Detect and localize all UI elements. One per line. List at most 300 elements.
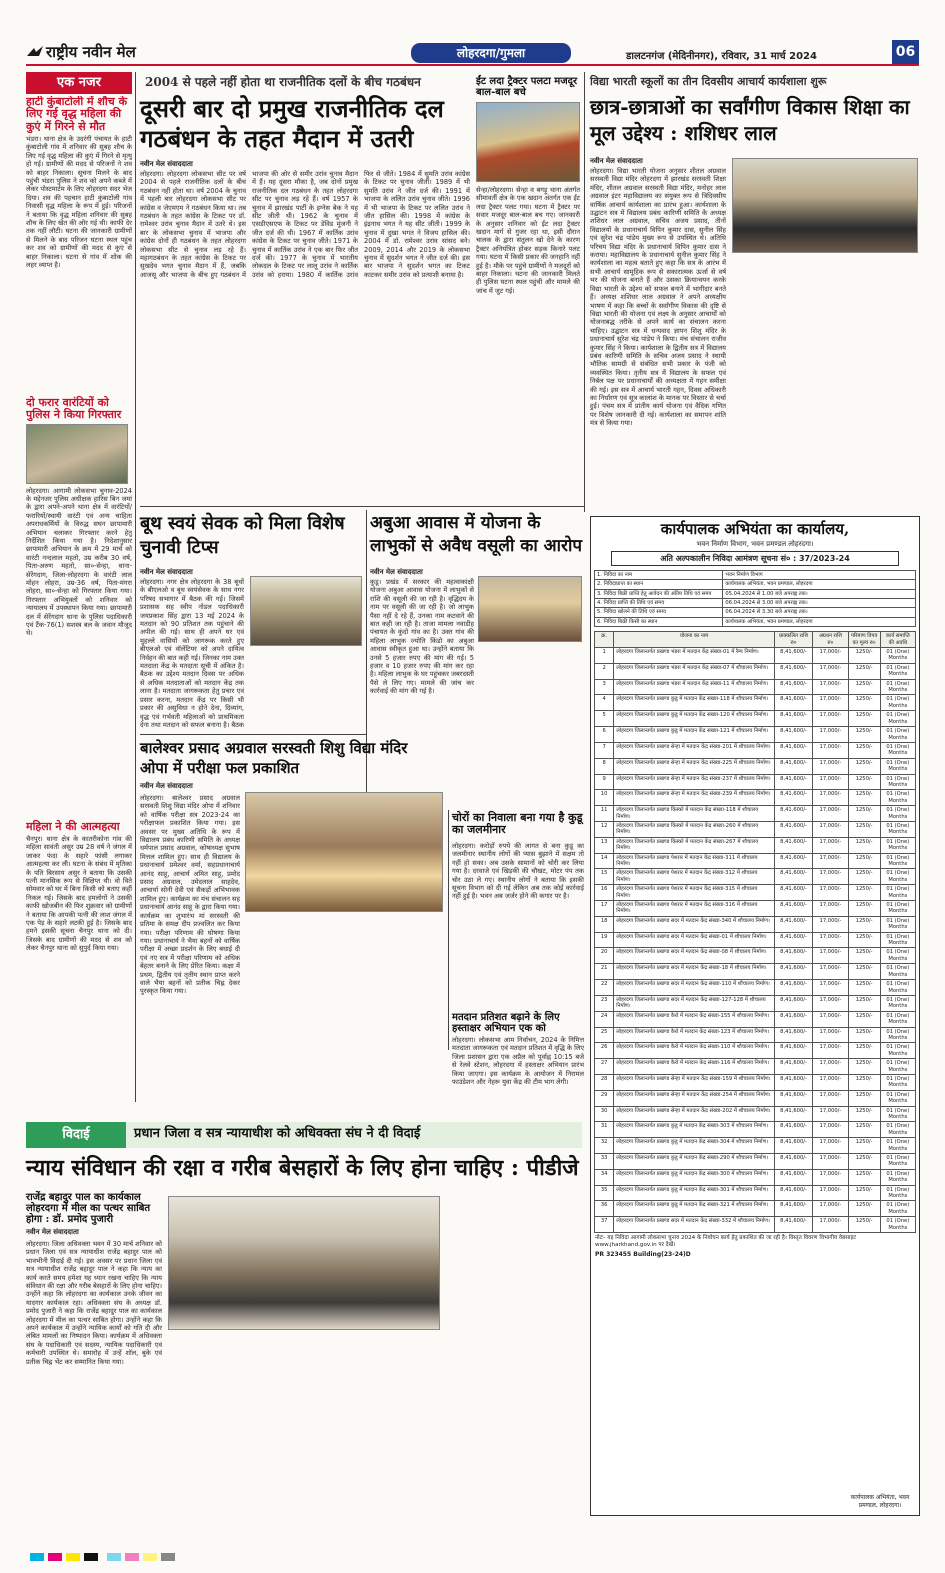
- table-cell: 01 (One) Months: [880, 821, 915, 837]
- table-row: [595, 1106, 916, 1122]
- table-cell: 1250/-: [848, 1027, 880, 1043]
- table-cell: लोहरदगा जिलान्तर्गत प्रखण्ड सेन्हा में मतदान केंद्र संख्या-239 में शौचालय निर्माण।: [614, 790, 775, 806]
- table-cell: 1250/-: [848, 995, 880, 1011]
- table-cell: 17,000/-: [813, 885, 848, 901]
- table-cell: 01 (One) Months: [880, 1074, 915, 1090]
- table-cell: 8,41,600/-: [774, 869, 813, 885]
- table-cell: 16: [595, 885, 614, 901]
- table-cell: लोहरदगा जिलान्तर्गत प्रखण्ड सेन्हा में मतदान केंद्र संख्या-159 में शौचालय निर्माण।: [614, 1074, 775, 1090]
- table-cell: 01 (One) Months: [880, 695, 915, 711]
- table-cell: लोहरदगा जिलान्तर्गत प्रखण्ड कैरो में मतदान केंद्र संख्या-155 में शौचालय निर्माण।: [614, 1011, 775, 1027]
- table-cell: 01 (One) Months: [880, 774, 915, 790]
- table-row: [595, 901, 916, 917]
- table-cell: 8,41,600/-: [774, 980, 813, 996]
- table-cell: 21: [595, 964, 614, 980]
- table-cell: 17,000/-: [813, 774, 848, 790]
- table-row: [595, 1201, 916, 1217]
- table-cell: 01 (One) Months: [880, 806, 915, 822]
- table-cell: लोहरदगा जिलान्तर्गत प्रखण्ड पेशरार में मतदान केंद्र संख्या-311 में शौचालय निर्माण।: [614, 853, 775, 869]
- tender-info-cell: 1. निविदा का नाम: [595, 570, 723, 579]
- table-cell: 1250/-: [848, 853, 880, 869]
- table-cell: 8,41,600/-: [774, 1074, 813, 1090]
- table-cell: 17,000/-: [813, 1169, 848, 1185]
- table-cell: 17,000/-: [813, 1138, 848, 1154]
- table-cell: 1250/-: [848, 901, 880, 917]
- table-row: [595, 1185, 916, 1201]
- table-cell: 17,000/-: [813, 1201, 848, 1217]
- seminar-photo: [732, 158, 918, 253]
- table-cell: 17: [595, 901, 614, 917]
- table-row: [595, 806, 916, 822]
- table-cell: 1250/-: [848, 1043, 880, 1059]
- byline: नवीन मेल संवाददाता: [140, 782, 193, 790]
- table-cell: 17,000/-: [813, 695, 848, 711]
- table-cell: 17,000/-: [813, 790, 848, 806]
- table-cell: 23: [595, 995, 614, 1011]
- table-cell: 1250/-: [848, 774, 880, 790]
- table-cell: 8,41,600/-: [774, 1138, 813, 1154]
- table-cell: लोहरदगा जिलान्तर्गत प्रखण्ड सेन्हा में मतदान केंद्र संख्या-237 में शौचालय निर्माण।: [614, 774, 775, 790]
- table-cell: 17,000/-: [813, 711, 848, 727]
- table-cell: लोहरदगा जिलान्तर्गत प्रखण्ड सदर में मतदान केंद्र संख्या-18 में शौचालय निर्माण।: [614, 964, 775, 980]
- table-cell: 17,000/-: [813, 869, 848, 885]
- table-row: [595, 885, 916, 901]
- table-cell: लोहरदगा जिलान्तर्गत प्रखण्ड सेन्हा में मतदान केंद्र संख्या-225 में शौचालय निर्माण।: [614, 758, 775, 774]
- table-cell: 8,41,600/-: [774, 806, 813, 822]
- table-cell: लोहरदगा जिलान्तर्गत प्रखण्ड भंडरा में मतदान केंद्र संख्या-01 में रैम्प निर्माण।: [614, 648, 775, 664]
- table-cell: 01 (One) Months: [880, 1185, 915, 1201]
- table-row: [595, 821, 916, 837]
- table-row: [595, 1043, 916, 1059]
- tender-column-header: अग्रधन राशि रु०: [813, 632, 848, 648]
- farewell-banner: [26, 1122, 582, 1148]
- table-cell: लोहरदगा जिलान्तर्गत प्रखण्ड कुडू में मतदान केंद्र संख्या-304 में शौचालय निर्माण।: [614, 1138, 775, 1154]
- table-cell: लोहरदगा जिलान्तर्गत प्रखण्ड पेशरार में मतदान केंद्र संख्या-316 में शौचालय निर्माण।: [614, 901, 775, 917]
- table-cell: लोहरदगा जिलान्तर्गत प्रखण्ड कुडू में मतदान केंद्र संख्या-121 में शौचालय निर्माण।: [614, 727, 775, 743]
- tender-info-cell: भवन निर्माण विभाग: [723, 570, 916, 579]
- table-cell: 1250/-: [848, 790, 880, 806]
- tender-info-cell: 2. निविदाप्राप्त का स्थान: [595, 580, 723, 589]
- table-cell: 8,41,600/-: [774, 932, 813, 948]
- table-cell: 1250/-: [848, 1090, 880, 1106]
- table-cell: लोहरदगा जिलान्तर्गत प्रखण्ड कुडू में मतदान केंद्र संख्या-303 में शौचालय निर्माण।: [614, 1122, 775, 1138]
- table-cell: 01 (One) Months: [880, 648, 915, 664]
- tender-info-row: [595, 617, 916, 626]
- table-cell: 01 (One) Months: [880, 901, 915, 917]
- story-title: दो फरार वारंटियों को पुलिस ने किया गिरफ्तार: [26, 395, 122, 422]
- table-cell: 8,41,600/-: [774, 1201, 813, 1217]
- table-cell: 8,41,600/-: [774, 853, 813, 869]
- table-cell: 17,000/-: [813, 948, 848, 964]
- table-cell: 2: [595, 663, 614, 679]
- table-cell: 1250/-: [848, 806, 880, 822]
- table-cell: 17,000/-: [813, 1074, 848, 1090]
- table-cell: 17,000/-: [813, 1122, 848, 1138]
- table-cell: 01 (One) Months: [880, 790, 915, 806]
- table-cell: 1250/-: [848, 727, 880, 743]
- table-cell: 1250/-: [848, 663, 880, 679]
- table-cell: 1250/-: [848, 964, 880, 980]
- tender-info-row: [595, 580, 916, 589]
- table-cell: 1250/-: [848, 1074, 880, 1090]
- farewell-tag: विदाई: [26, 1122, 126, 1148]
- section-divider: [140, 734, 366, 735]
- page-number: 06: [892, 40, 919, 64]
- tender-info-table: [594, 570, 916, 627]
- byline: नवीन मेल संवाददाता: [370, 568, 423, 576]
- table-cell: 1250/-: [848, 1169, 880, 1185]
- table-row: [595, 1122, 916, 1138]
- table-cell: 1250/-: [848, 916, 880, 932]
- table-cell: 01 (One) Months: [880, 679, 915, 695]
- table-cell: 26: [595, 1043, 614, 1059]
- table-row: [595, 742, 916, 758]
- table-cell: 36: [595, 1201, 614, 1217]
- table-cell: 4: [595, 695, 614, 711]
- table-row: [595, 1027, 916, 1043]
- table-cell: 8,41,600/-: [774, 727, 813, 743]
- school-headline: बालेश्वर प्रसाद अग्रवाल सरस्वती शिशु विद्या मंदिर ओपा में परीक्षा फल प्रकाशित: [140, 739, 408, 777]
- table-cell: 01 (One) Months: [880, 1201, 915, 1217]
- table-cell: 8,41,600/-: [774, 1059, 813, 1075]
- table-cell: 01 (One) Months: [880, 932, 915, 948]
- table-cell: 13: [595, 837, 614, 853]
- booth-photo: [250, 576, 362, 646]
- tender-info-cell: कार्यपालक अभियंता, भवन प्रमण्डल, लोहरदगा: [723, 617, 916, 626]
- table-cell: 8,41,600/-: [774, 901, 813, 917]
- table-cell: 25: [595, 1027, 614, 1043]
- table-cell: 8,41,600/-: [774, 1154, 813, 1170]
- table-cell: 01 (One) Months: [880, 1154, 915, 1170]
- theft-body: लोहरदगा। करोड़ों रुपये की लागत से बना कुडू का जलमीनार स्थानीय लोगों की प्यास बुझाने में सक्षम तो नहीं हो सका। अब उसके सामानों को चोरी कर लिया गया है। दरवाजे एवं खिड़की की चौखट, मोटर पंप तक चोर उठा ले गए। स्थानीय लोगों ने बताया कि इसकी सूचना विभाग को दी गई लेकिन अब तक कोई कार्रवाई नहीं हुई है। भवन अब जर्जर होने की कगार पर है।: [452, 842, 584, 901]
- tender-info-cell: 4. निविदा प्राप्ति की तिथि एवं समय: [595, 599, 723, 608]
- ek-nazar-label: एक नजर: [26, 72, 132, 94]
- table-cell: 35: [595, 1185, 614, 1201]
- table-row: [595, 837, 916, 853]
- table-cell: 8,41,600/-: [774, 758, 813, 774]
- table-row: [595, 790, 916, 806]
- story-body: लोहरदगा। आगामी लोकसभा चुनाव-2024 के मद्देनजर पुलिस अधीक्षक हारिस बिन जमां के द्वारा अपने-अपने थाना क्षेत्र में वारंटियों/फरारियों/स्थायी वारंटी एवं अन्य चाहिता अपराधकर्मियों के विरुद्ध सघन छापामारी अभियान चलाकर गिरफ्तार करने हेतु निर्देशित किया गया है। निदेशानुसार छापामारी अभियान के क्रम में 29 मार्च को वारंटी नन्दलाल महतो, उम्र करीब 30 वर्ष, पिता-अरुण महतो, सा०-सेन्हा, थाना-सेरेंगदाग, जिला-लोहरदगा के वारंटी लाल मोहन लोहरा, उम्र-36 वर्ष, पिता-मंगरा लोहरा, सा०-सेन्हा को गिरफ्तार किया गया। गिरफ्तार अभियुक्तों को शनिवार को न्यायालय में उपस्थापन किया गया। छापामारी दल में सेरेंगदाग थाना के पुलिस पदाधिकारी एवं टैंक-76(1) सशस्त्र बल के जवान मौजूद थे।: [26, 486, 132, 638]
- table-cell: 5: [595, 711, 614, 727]
- table-cell: 01 (One) Months: [880, 1217, 915, 1233]
- table-cell: 17,000/-: [813, 980, 848, 996]
- table-cell: 1250/-: [848, 695, 880, 711]
- table-cell: लोहरदगा जिलान्तर्गत प्रखण्ड कुडू में मतदान केंद्र संख्या-118 में शौचालय निर्माण।: [614, 695, 775, 711]
- tender-info-cell: 3. निविदा बिक्री प्राप्ति हेतु आवेदन की अंतिम तिथि एवं समय: [595, 589, 723, 598]
- farewell-body-3: [446, 1196, 584, 1524]
- table-cell: 1250/-: [848, 980, 880, 996]
- table-cell: 01 (One) Months: [880, 1122, 915, 1138]
- table-cell: 01 (One) Months: [880, 1169, 915, 1185]
- table-cell: 1: [595, 648, 614, 664]
- table-row: [595, 1217, 916, 1233]
- school-body: लोहरदगा। बालेश्वर प्रसाद अग्रवाल सरस्वती शिशु विद्या मंदिर ओपा में शनिवार को वार्षिक परीक्षा सत्र 2023-24 का परीक्षाफल प्रकाशित किया गया। इस अवसर पर मुख्य अतिथि के रूप में विद्यालय प्रबंध कारिणी समिति के अध्यक्ष धर्मपाल प्रसाद अग्रवाल, कोषाध्यक्ष सुभाष मित्तल शामिल हुए। साथ ही विद्यालय के प्रधानाचार्य प्रमेश्वर वर्मा, सहप्रधानाचार्य आनंद साहू, आचार्य अमित साहू, प्रमोद प्रसाद अग्रवाल, उमेदलाल साहदेव, आचार्या सोनी देवी एवं सैकड़ों अभिभावक शामिल हुए। कार्यक्रम का मंच संचालन सह प्रधानाचार्य आनंद साहू के द्वारा किया गया। कार्यक्रम का शुभारंभ मां सरस्वती की प्रतिमा के समक्ष दीप प्रज्वलित कर किया गया। परीक्षा परिणाम की घोषणा किया गया। प्रधानाचार्य ने भैया बहनों को वार्षिक परीक्षा में अच्छा प्रदर्शन के लिए बधाई दी एवं नए सत्र में परीक्षा परिणाम को अधिक बेहतर बनाने के लिए प्रेरित किया। कक्षा में प्रथम, द्वितीय एवं तृतीय स्थान प्राप्त करने वाले भैया बहनों को प्रतीक चिह्न देकर पुरस्कृत किया गया।: [140, 794, 240, 996]
- table-cell: 19: [595, 932, 614, 948]
- table-cell: 17,000/-: [813, 916, 848, 932]
- table-cell: लोहरदगा जिलान्तर्गत प्रखण्ड सदर में मतदान केंद्र संख्या-332 में शौचालय निर्माण।: [614, 1217, 775, 1233]
- masthead: [26, 40, 919, 66]
- table-cell: 01 (One) Months: [880, 1011, 915, 1027]
- table-cell: लोहरदगा जिलान्तर्गत प्रखण्ड कुडू में मतदान केंद्र संख्या-300 में शौचालय निर्माण।: [614, 1169, 775, 1185]
- table-cell: 20: [595, 948, 614, 964]
- table-cell: 17,000/-: [813, 1154, 848, 1170]
- table-cell: 01 (One) Months: [880, 1090, 915, 1106]
- table-cell: 01 (One) Months: [880, 995, 915, 1011]
- table-cell: 8,41,600/-: [774, 790, 813, 806]
- table-cell: 8,41,600/-: [774, 679, 813, 695]
- table-cell: लोहरदगा जिलान्तर्गत प्रखण्ड कैरो में मतदान केंद्र संख्या-123 में शौचालय निर्माण।: [614, 1027, 775, 1043]
- table-cell: 1250/-: [848, 1201, 880, 1217]
- table-cell: लोहरदगा जिलान्तर्गत प्रखण्ड कुडू में मतदान केंद्र संख्या-321 में शौचालय निर्माण।: [614, 1201, 775, 1217]
- farewell-body-2: [168, 1334, 440, 1524]
- table-cell: 8,41,600/-: [774, 837, 813, 853]
- table-cell: 1250/-: [848, 742, 880, 758]
- table-cell: 17,000/-: [813, 932, 848, 948]
- table-cell: लोहरदगा जिलान्तर्गत प्रखण्ड किस्को में मतदान केंद्र संख्या-267 में शौचालय निर्माण।: [614, 837, 775, 853]
- table-cell: लोहरदगा जिलान्तर्गत प्रखण्ड सेन्हा में मतदान केंद्र संख्या-202 में शौचालय निर्माण।: [614, 1106, 775, 1122]
- farewell-headline: न्याय संविधान की रक्षा व गरीब बेसहारों के लिए होना चाहिए : पीडीजे: [26, 1155, 579, 1181]
- table-cell: 1250/-: [848, 932, 880, 948]
- table-cell: 1250/-: [848, 1138, 880, 1154]
- table-cell: लोहरदगा जिलान्तर्गत प्रखण्ड कुडू में मतदान केंद्र संख्या-120 में शौचालय निर्माण।: [614, 711, 775, 727]
- table-cell: लोहरदगा जिलान्तर्गत प्रखण्ड पेशरार में मतदान केंद्र संख्या-315 में शौचालय निर्माण।: [614, 885, 775, 901]
- table-cell: 8,41,600/-: [774, 742, 813, 758]
- abua-photo: [478, 576, 582, 642]
- table-row: [595, 663, 916, 679]
- table-cell: 30: [595, 1106, 614, 1122]
- table-cell: 18: [595, 916, 614, 932]
- table-cell: 7: [595, 742, 614, 758]
- table-cell: 8,41,600/-: [774, 1027, 813, 1043]
- table-cell: 01 (One) Months: [880, 964, 915, 980]
- table-cell: 17,000/-: [813, 806, 848, 822]
- story-title: हाटी कुंबाटोली में शौच के लिए गई वृद्ध महिला की कुएं में गिरने से मौत: [26, 96, 128, 133]
- table-cell: 17,000/-: [813, 1090, 848, 1106]
- table-cell: लोहरदगा जिलान्तर्गत प्रखण्ड सदर में मतदान केंद्र संख्या-08 में शौचालय निर्माण।: [614, 948, 775, 964]
- table-cell: 8,41,600/-: [774, 695, 813, 711]
- table-cell: लोहरदगा जिलान्तर्गत प्रखण्ड सेन्हा में मतदान केंद्र संख्या-254 में शौचालय निर्माण।: [614, 1090, 775, 1106]
- table-cell: 17,000/-: [813, 679, 848, 695]
- table-cell: 6: [595, 727, 614, 743]
- print-color-bar: [30, 1546, 910, 1556]
- paper-name: राष्ट्रीय नवीन मेल: [46, 43, 136, 61]
- seminar-headline: छात्र-छात्राओं का सर्वांगीण विकास शिक्षा का मूल उद्देश्य : शशिधर लाल: [590, 95, 910, 145]
- tender-column-header: परिमाण विपत्र का मूल्य रु०: [848, 632, 880, 648]
- table-row: [595, 679, 916, 695]
- table-cell: लोहरदगा जिलान्तर्गत प्रखण्ड सेन्हा में मतदान केंद्र संख्या-201 में शौचालय निर्माण।: [614, 742, 775, 758]
- theft-headline: चोरों का निवाला बना गया है कुडू का जलमीनार: [452, 811, 583, 837]
- table-cell: 8,41,600/-: [774, 1011, 813, 1027]
- table-cell: 1250/-: [848, 1185, 880, 1201]
- table-cell: 33: [595, 1154, 614, 1170]
- byline: नवीन मेल संवाददाता: [590, 157, 643, 165]
- section-tab: लोहरदगा/गुमला: [411, 43, 571, 63]
- column-divider: [584, 72, 585, 512]
- tender-info-cell: 06.04.2024 से 3.00 बजे अपराह्न तक।: [723, 599, 916, 608]
- farewell-photo: [168, 1196, 440, 1330]
- table-cell: 29: [595, 1090, 614, 1106]
- table-cell: 1250/-: [848, 1059, 880, 1075]
- table-cell: लोहरदगा जिलान्तर्गत प्रखण्ड सदर में मतदान केंद्र संख्या-127-128 में शौचालय निर्माण।: [614, 995, 775, 1011]
- table-cell: 8,41,600/-: [774, 1185, 813, 1201]
- table-row: [595, 774, 916, 790]
- table-cell: 3: [595, 679, 614, 695]
- table-cell: 01 (One) Months: [880, 853, 915, 869]
- table-cell: 1250/-: [848, 1217, 880, 1233]
- table-cell: 24: [595, 1011, 614, 1027]
- tender-pr: PR 323455 Building(23-24)D: [595, 1251, 691, 1259]
- table-cell: 1250/-: [848, 885, 880, 901]
- table-cell: लोहरदगा जिलान्तर्गत प्रखण्ड सदर में मतदान केंद्र संख्या-110 में शौचालय निर्माण।: [614, 980, 775, 996]
- table-cell: 01 (One) Months: [880, 948, 915, 964]
- table-row: [595, 995, 916, 1011]
- tender-info-cell: 6. निविदा बिक्री किसी का स्थान: [595, 617, 723, 626]
- tender-info-cell: 05.04.2024 से 1.00 बजे अपराह्न तक।: [723, 589, 916, 598]
- table-cell: 32: [595, 1138, 614, 1154]
- tractor-headline: ईंट लदा ट्रैक्टर पलटा मजदूर बाल-बाल बचे: [476, 76, 578, 99]
- table-cell: 1250/-: [848, 648, 880, 664]
- paper-logo-icon: [26, 44, 44, 60]
- table-cell: 1250/-: [848, 1011, 880, 1027]
- table-cell: लोहरदगा जिलान्तर्गत प्रखण्ड कैरो में मतदान केंद्र संख्या-116 में शौचालय निर्माण।: [614, 1059, 775, 1075]
- table-cell: 8,41,600/-: [774, 663, 813, 679]
- edition-date: डालटनगंज (मेदिनीनगर), रविवार, 31 मार्च 2024: [626, 51, 817, 62]
- table-row: [595, 1090, 916, 1106]
- table-cell: 10: [595, 790, 614, 806]
- table-cell: लोहरदगा जिलान्तर्गत प्रखण्ड पेशरार में मतदान केंद्र संख्या-312 में शौचालय निर्माण।: [614, 869, 775, 885]
- table-cell: 01 (One) Months: [880, 742, 915, 758]
- farewell-kicker: प्रधान जिला व सत्र न्यायाधीश को अधिवक्ता संघ ने दी विदाई: [134, 1126, 421, 1141]
- table-cell: 17,000/-: [813, 837, 848, 853]
- table-cell: लोहरदगा जिलान्तर्गत प्रखण्ड कुडू में मतदान केंद्र संख्या-290 में शौचालय निर्माण।: [614, 1154, 775, 1170]
- table-cell: 01 (One) Months: [880, 1043, 915, 1059]
- theft-sub: मतदान प्रतिशत बढ़ाने के लिए हस्ताक्षर अभियान एक को: [452, 1012, 560, 1035]
- table-row: [595, 1011, 916, 1027]
- table-cell: 17,000/-: [813, 1106, 848, 1122]
- tender-info-cell: 06.04.2024 से 3.30 बजे अपराह्न तक।: [723, 608, 916, 617]
- column-divider: [135, 72, 136, 1102]
- table-row: [595, 695, 916, 711]
- alliance-body: लोहरदगा। लोहरदगा लोकसभा सीट पर वर्ष 2004 से पहले राजनीतिक दलों के बीच गठबंधन नहीं होता था। वर्ष 2004 के चुनाव में पहली बार लोहरदगा लोकसभा सीट पर कांग्रेस व जेएमएम ने गठबंधन किया था। तब गठबंधन के तहत कांग्रेस के टिकट पर डॉ. रामेश्वर उरांव चुनाव मैदान में उतरे थे। इस बार के लोकसभा चुनाव में भाजपा और कांग्रेस दोनों ही गठबंधन के तहत लोहरदगा लोकसभा सीट से चुनाव लड़ रहे हैं। महागठबंधन के तहत कांग्रेस के टिकट पर सुखदेव भगत चुनाव मैदान में हैं, जबकि आजसू और भाजपा के बीच हुए गठबंधन में भाजपा की ओर से समीर उरांव चुनाव मैदान में हैं। यह दूसरा मौका है, जब दोनों प्रमुख राजनीतिक दल गठबंधन के तहत लोहरदगा सीट पर चुनाव लड़ रहे हैं। वर्ष 1957 के चुनाव में झारखंड पार्टी के इग्नेस बेक ने यह सीट जीती थी। 1962 के चुनाव में एसडीएसएफ के टिकट पर डेविड मुंजनी ने जीत दर्ज की थी। 1967 में कार्तिक उरांव कांग्रेस के टिकट पर चुनाव जीते। 1971 के चुनाव में कार्तिक उरांव ने एक बार फिर जीत दर्ज की। 1977 के चुनाव में भारतीय लोकदल के टिकट पर लालू उरांव ने कार्तिक उरांव को हराया। 1980 में कार्तिक उरांव फिर से जीते। 1984 में सुमति उरांव कांग्रेस के टिकट पर चुनाव जीतीं। 1989 में भी सुमति उरांव ने जीत दर्ज की। 1991 में भाजपा के ललित उरांव चुनाव जीते। 1996 में भी भाजपा के टिकट पर ललित उरांव ने जीत हासिल की। 1998 में कांग्रेस के इंद्रनाथ भगत ने यह सीट जीती। 1999 के चुनाव में दुखा भगत ने विजय हासिल की। 2004 में डॉ. रामेश्वर उरांव सांसद बने। 2009, 2014 और 2019 के लोकसभा चुनाव में सुदर्शन भगत ने जीत दर्ज की। इस बार भाजपा ने सुदर्शन भगत का टिकट काटकर समीर उरांव को प्रत्याशी बनाया है।: [140, 170, 470, 279]
- table-cell: 15: [595, 869, 614, 885]
- table-cell: 9: [595, 774, 614, 790]
- alliance-headline: दूसरी बार दो प्रमुख राजनीतिक दल गठबंधन के तहत मैदान में उतरी: [140, 94, 444, 153]
- tender-notice: [590, 516, 920, 1516]
- table-cell: 1250/-: [848, 869, 880, 885]
- table-cell: 17,000/-: [813, 1043, 848, 1059]
- table-cell: 1250/-: [848, 711, 880, 727]
- table-cell: 8,41,600/-: [774, 1169, 813, 1185]
- table-cell: 1250/-: [848, 1106, 880, 1122]
- table-row: [595, 1059, 916, 1075]
- tender-column-header: कार्य समाप्ति की अवधि: [880, 632, 915, 648]
- ek-nazar-column: [26, 96, 132, 1100]
- table-cell: 01 (One) Months: [880, 980, 915, 996]
- table-cell: 1250/-: [848, 758, 880, 774]
- table-cell: 17,000/-: [813, 742, 848, 758]
- seminar-body: लोहरदगा। विद्या भारती योजना अनुसार शीतल अग्रवाल सरस्वती विद्या मंदिर लोहरदगा में झारखंड सरस्वती शिक्षा मंदिर, शीतल अग्रवाल सरस्वती विद्या मंदिर, मनोहर लाल अग्रवाल इंटर महाविद्यालय का संयुक्त रूप से त्रिदिवसीय वार्षिक आचार्य कार्यशाला का प्रारंभ हुआ। कार्यशाला के उद्घाटन सत्र में विद्यालय प्रबंध कारिणी समिति के अध्यक्ष शशिधर लाल अग्रवाल, सचिव अजय प्रसाद, तीनों विद्यालयों के प्रधानाचार्य विपिन कुमार दास, सुनील सिंह एवं सुरेश चंद्र पांडेय मुख्य रूप से उपस्थित थे। अतिथि परिचय विद्या मंदिर के प्रधानाचार्य विपिन कुमार दास ने कराया। महाविद्यालय के प्रधानाचार्य सुनील कुमार सिंह ने कार्यशाला का महत्व बताते हुए कहा कि सत्र के आरंभ में सभी आचार्य सामूहिक रूप से सकारात्मक ऊर्जा से वर्ष भर की योजना बनाते हैं और उसका क्रियान्वयन करके विद्या भारती के उद्देश्य को सफल बनाने में भागीदार बनते हैं। अध्यक्ष शशिधर लाल अग्रवाल ने अपने अध्यक्षीय भाषण में कहा कि बच्चों के सर्वांगीण विकास की दृष्टि से विद्या भारती की योजना एवं लक्ष्य के अनुसार आचार्यों को योजनाबद्ध तरीके से अपने कार्य का संचालन करना चाहिए। उद्घाटन सत्र में धन्यवाद ज्ञापन शिशु मंदिर के प्रधानाचार्य सुरेश चंद्र पांडेय ने किया। मंच संचालन राजीव कुमार सिंह ने किया। कार्यशाला के द्वितीय सत्र में विद्यालय प्रबंध कारिणी समिति के सचिव अजय प्रसाद ने स्थायी भौतिक सामग्री से संबंधित सभी प्रकार के पंजी को व्यवस्थित किया। तृतीय सत्र में विद्यालय के सफल एवं निर्बल पक्ष पर प्रधानाचार्यों की अध्यक्षता में गहन समीक्षा की गई। इस सत्र में आचार्य भारती गहन, दिवस अधिकारी का निर्धारण एवं सूत्र कालांश के मानक पर विस्तार से चर्चा हुई। पंचम सत्र में प्रांतीय कार्य योजना एवं वैदिक गणित पर विशेष जानकारी दी गई। कार्यशाला का समापन शांति मंत्र से किया गया।: [590, 167, 726, 428]
- table-cell: लोहरदगा जिलान्तर्गत प्रखण्ड सदर में मतदान केंद्र संख्या-340 में शौचालय निर्माण।: [614, 916, 775, 932]
- table-cell: लोहरदगा जिलान्तर्गत प्रखण्ड कैरो में मतदान केंद्र संख्या-110 में शौचालय निर्माण।: [614, 1043, 775, 1059]
- table-cell: 17,000/-: [813, 901, 848, 917]
- tender-office: कार्यपालक अभियंता का कार्यालय,: [660, 520, 850, 538]
- table-cell: लोहरदगा जिलान्तर्गत प्रखण्ड किस्को में मतदान केंद्र संख्या-118 में शौचालय निर्माण।: [614, 806, 775, 822]
- table-cell: 8,41,600/-: [774, 948, 813, 964]
- theft-sub-body: लोहरदगा। लोकसभा आम निर्वाचन, 2024 के निमित्त मतदाता जागरूकता एवं मतदान प्रतिशत में वृद्धि के लिए जिला प्रशासन द्वारा एक अप्रैल को पूर्वाह्न 10:15 बजे से रेलवे स्टेशन, लोहरदगा में हस्ताक्षर अभियान प्रारंभ किया जाएगा। इस कार्यक्रम के आयोजन में निरामल फाउंडेशन और नेहरू युवा केंद्र की टीम भाग लेगी।: [452, 1036, 584, 1087]
- table-row: [595, 964, 916, 980]
- table-cell: लोहरदगा जिलान्तर्गत प्रखण्ड कुडू में मतदान केंद्र संख्या-301 में शौचालय निर्माण।: [614, 1185, 775, 1201]
- table-cell: 17,000/-: [813, 758, 848, 774]
- table-row: [595, 853, 916, 869]
- table-cell: 01 (One) Months: [880, 663, 915, 679]
- table-cell: 8: [595, 758, 614, 774]
- tender-note: नोटः- यह निविदा आगामी लोकसभा चुनाव 2024 के निर्वाचन कार्य हेतु प्रकाशित की जा रही है। विस्तृत विवरण विभागीय वेबसाइट www.jharkhand.gov.in पर देखें।: [595, 1235, 857, 1249]
- tender-info-row: [595, 599, 916, 608]
- table-cell: 8,41,600/-: [774, 1122, 813, 1138]
- tender-info-cell: कार्यपालक अभियंता, भवन प्रमण्डल, लोहरदगा: [723, 580, 916, 589]
- story-title: महिला ने की आत्महत्या: [26, 819, 120, 833]
- table-cell: 28: [595, 1074, 614, 1090]
- table-cell: 1250/-: [848, 1122, 880, 1138]
- table-cell: 8,41,600/-: [774, 774, 813, 790]
- tender-info-cell: 5. निविदा खोलने की तिथि एवं समय: [595, 608, 723, 617]
- table-cell: 8,41,600/-: [774, 964, 813, 980]
- story-body: भंडरा। थाना क्षेत्र के उदरंगी पंचायत के हाटी कुंबाटोली गांव में शनिवार की सुबह शौच के लिए गई वृद्ध महिला की कुएं में गिरने से मृत्यु हो गई। ग्रामीणों की मदद से परिजनों ने शव को बाहर निकाला। सूचना मिलने के बाद पहुंची भंडरा पुलिस ने शव को अपने कब्जे में लेकर पोस्टमार्टम के लिए लोहरदगा सदर भेज दिया। शव की पहचान हाटी कुंबाटोली गांव निवासी वृद्ध महिला के रूप में हुई। परिजनों ने बताया कि वृद्ध महिला शनिवार की सुबह शौच के लिए खेत की ओर गई थी। काफी देर तक नहीं लौटी। घटना की जानकारी ग्रामीणों से मिलने के बाद परिजन घटना स्थल पहुंच कर शव को ग्रामीणों की मदद से कुएं से बाहर निकाला। घटना से गांव में शोक की लहर व्याप्त है।: [26, 134, 132, 270]
- table-cell: लोहरदगा जिलान्तर्गत प्रखण्ड भंडरा में मतदान केंद्र संख्या-07 में शौचालय निर्माण।: [614, 663, 775, 679]
- table-row: [595, 916, 916, 932]
- table-cell: 27: [595, 1059, 614, 1075]
- table-cell: 01 (One) Months: [880, 885, 915, 901]
- table-cell: 17,000/-: [813, 1059, 848, 1075]
- section-divider: [140, 506, 584, 507]
- table-cell: 8,41,600/-: [774, 711, 813, 727]
- table-cell: 01 (One) Months: [880, 1027, 915, 1043]
- table-cell: 01 (One) Months: [880, 1138, 915, 1154]
- table-cell: 1250/-: [848, 948, 880, 964]
- table-row: [595, 758, 916, 774]
- table-row: [595, 1169, 916, 1185]
- table-cell: 8,41,600/-: [774, 1217, 813, 1233]
- tender-dept: भवन निर्माण विभाग, भवन प्रमण्डल लोहरदगा।: [696, 539, 814, 548]
- table-row: [595, 869, 916, 885]
- table-row: [595, 711, 916, 727]
- table-cell: लोहरदगा जिलान्तर्गत प्रखण्ड किस्को में मतदान केंद्र संख्या-260 में शौचालय निर्माण।: [614, 821, 775, 837]
- table-cell: 1250/-: [848, 837, 880, 853]
- table-cell: 8,41,600/-: [774, 648, 813, 664]
- table-cell: 01 (One) Months: [880, 711, 915, 727]
- table-row: [595, 1154, 916, 1170]
- table-cell: 17,000/-: [813, 727, 848, 743]
- table-cell: 17,000/-: [813, 1027, 848, 1043]
- table-cell: 8,41,600/-: [774, 995, 813, 1011]
- table-cell: 22: [595, 980, 614, 996]
- school-photo: [245, 792, 443, 912]
- table-cell: 17,000/-: [813, 663, 848, 679]
- table-cell: 8,41,600/-: [774, 1106, 813, 1122]
- booth-body: लोहरदगा। नगर क्षेत्र लोहरदगा के 38 बूथों के बीएलओ व बूथ स्वयंसेवक के साथ नगर परिषद सभागार में बैठक की गई। जिसमें प्रशासक सह स्वीप नोडल पदाधिकारी जयप्रकाश सिंह द्वारा 13 मई 2024 के मतदान को 90 प्रतिशत तक पहुंचाने की अपील की गई। साथ ही अपने घर एवं मुहल्ले वासियों को जागरूक करते हुए बीएलओ एवं वॉलेंटियर को अपने दायित्व निर्वहन की बात कही गई। जिनका नाम उक्त मतदाता केंद्र के मतदाता सूची में अंकित है। बैठक का उद्देश्य मतदान दिवस पर अधिक से अधिक मतदाताओं को मतदान केंद्र तक लाना है। मतदाता जागरूकता हेतु प्रचार एवं प्रसार करना, मतदान केंद्र पर किसी भी प्रकार की असुविधा न होने देना, दिव्यांग, वृद्ध एवं गर्भवती महिलाओं को प्राथमिकता देना तथा मतदान को सफल बनाना है। बैठक: [140, 578, 244, 728]
- table-cell: 17,000/-: [813, 821, 848, 837]
- table-cell: 01 (One) Months: [880, 916, 915, 932]
- table-cell: 8,41,600/-: [774, 885, 813, 901]
- tender-column-header: प्राक्कलित राशि रु०: [774, 632, 813, 648]
- table-row: [595, 1138, 916, 1154]
- table-cell: लोहरदगा जिलान्तर्गत प्रखण्ड भंडरा में मतदान केंद्र संख्या-11 में शौचालय निर्माण।: [614, 679, 775, 695]
- farewell-sub: राजेंद्र बहादुर पाल का कार्यकाल लोहरदगा में मील का पत्थर साबित होगा : डॉ. प्रमोद पुजारी: [26, 1192, 151, 1226]
- table-row: [595, 932, 916, 948]
- farewell-body: लोहरदगा। जिला अधिवक्ता भवन में 30 मार्च शनिवार को प्रधान जिला एवं सत्र न्यायाधीश राजेंद्र बहादुर पाल को भावभीनी विदाई दी गई। इस अवसर पर प्रधान जिला एवं सत्र न्यायाधीश राजेंद्र बहादुर पाल ने कहा कि न्याय का कार्य करते समय हमेशा यह ध्यान रखना चाहिए कि न्याय संविधान की रक्षा और गरीब बेसहारों के लिए होना चाहिए। उन्होंने कहा कि लोहरदगा का कार्यकाल उनके जीवन का यादगार कार्यकाल रहा। अधिवक्ता संघ के अध्यक्ष डॉ. प्रमोद पुजारी ने कहा कि राजेंद्र बहादुर पाल का कार्यकाल लोहरदगा में मील का पत्थर साबित होगा। उन्होंने कहा कि अपने कार्यकाल में उन्होंने न्यायिक कार्यों को गति दी और लंबित मामलों का निष्पादन किया। कार्यक्रम में अधिवक्ता संघ के पदाधिकारी एवं सदस्य, न्यायिक पदाधिकारी एवं कर्मचारी उपस्थित थे। समारोह में उन्हें शॉल, बुके एवं प्रतीक चिह्न भेंट कर सम्मानित किया गया।: [26, 1240, 162, 1366]
- table-cell: 17,000/-: [813, 853, 848, 869]
- table-cell: 01 (One) Months: [880, 1059, 915, 1075]
